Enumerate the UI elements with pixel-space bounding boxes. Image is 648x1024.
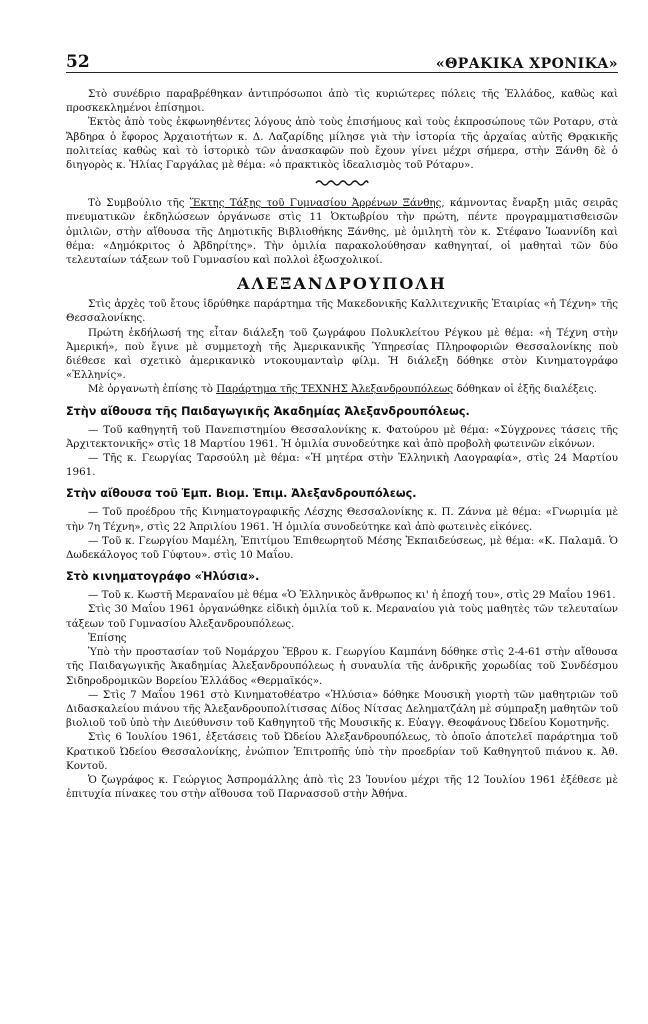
cinema-paragraph-5: — Στὶς 7 Μαΐου 1961 στὸ Κινηματοθέατρο «Ἠλύσια» δόθηκε Μουσικὴ γιορτὴ τῶν μαθητριῶν τοῦ Διδασκαλείου πιάνου τῆς Ἀλεξανδρουπολίτισσας Δίδος Νίτσας Δεληματζάλη μὲ σύμπραξη μαθητῶν τοῦ βιολιοῦ τοῦ ὑπὸ τὴν Διεύθυνσιν τοῦ Καθηγητοῦ τῆς Μουσικῆς κ. Εὐαγγ. Θεοφάνους Ὠδείου Κομοτηνῆς. [66,688,618,730]
intro-paragraph-1: Στὸ συνέδριο παραβρέθηκαν ἀντιπρόσωποι ἀπὸ τὶς κυριώτερες πόλεις τῆς Ἑλλάδος, καθὼς καὶ προσκεκλημένοι ἐπίσημοι. [66,88,618,115]
chamber-heading: Στὴν αἴθουσα τοῦ Ἐμπ. Βιομ. Ἐπιμ. Ἀλεξανδρουπόλεως. [66,487,417,501]
cinema-paragraph-6: Στὶς 6 Ἰουλίου 1961, ἐξετάσεις τοῦ Ὠδείου Ἀλεξανδρουπόλεως, τὸ ὁποῖο ἀποτελεῖ παράρτημα τοῦ Κρατικοῦ Ὠδείου Θεσσαλονίκης, ἐνώπιον Ἐπιτροπῆς ὑπὸ τὴν προεδρίαν τοῦ Καθηγητοῦ πιάνου κ. Ἀθ. Κοντοῦ. [66,731,618,772]
section-paragraph-2: Πρώτη ἐκδήλωσή της εἶταν διάλεξη τοῦ ζωγράφου Πολυκλείτου Ρέγκου μὲ θέμα: «ἡ Τέχνη στὴν Ἀμερική», ποὺ ἔγινε μὲ συμμετοχὴ τῆς Ἀμερικανικῆς Ὑπηρεσίας Πληροφοριῶν Θεσσαλονίκης ποὺ διέθεσε καὶ σχετικὸ ἀμερικανικὸ ντοκουμανταὶρ φίλμ. Ἡ διάλεξη δόθηκε στὸν Κινηματογράφο «Ἑλληνίς». [66,326,618,382]
cinema-paragraph-2: Στὶς 30 Μαΐου 1961 ὀργανώθηκε εἰδικὴ ὁμιλία τοῦ κ. Μεραναίου γιὰ τοὺς μαθητὲς τῶν τελευταίων τάξεων τοῦ Γυμνασίου Ἀλεξανδρουπόλεως. [66,603,618,630]
section-paragraph-1: Στὶς ἀρχὲς τοῦ ἔτους ἱδρύθηκε παράρτημα τῆς Μακεδονικῆς Καλλιτεχνικῆς Ἑταιρίας «ἡ Τέχνη» τῆς Θεσσαλονίκης. [66,298,618,325]
page-number: 52 [66,52,90,72]
section-title: ΑΛΕΞΑΝΔΡΟΥΠΟΛΗ [237,274,447,294]
chamber-paragraph-2: — Τοῦ κ. Γεωργίου Μαμέλη, Ἐπιτίμου Ἐπιθεωρητοῦ Μέσης Ἐκπαιδεύσεως, μὲ θέμα: «Κ. Παλαμᾶ. Ὁ Δωδεκάλογος τοῦ Γύφτου». στὶς 10 Μαΐου. [66,534,618,562]
cinema-paragraph-4: Ὑπὸ τὴν προστασίαν τοῦ Νομάρχου Ἕβρου κ. Γεωργίου Καμπάνη δόθηκε στὶς 2-4-61 στὴν αἴθουσα τῆς Παιδαγωγικῆς Ἀκαδημίας Ἀλεξανδρουπόλεως ἡ συναυλία τῆς ἀνδρικῆς χορωδίας τοῦ Συνδέσμου Σιδηροδρομικῶν Βορείου Ἑλλάδος «Θερμαϊκός». [66,646,618,687]
cinema-heading: Στὸ κινηματογράφο «Ἠλύσια». [66,570,260,584]
cinema-paragraph-7: Ὁ ζωγράφος κ. Γεώργιος Ἀσπρομάλλης ἀπὸ τὶς 23 Ἰουνίου μέχρι τῆς 12 Ἰουλίου 1961 ἐξέθεσε μὲ ἐπιτυχία πίνακες του στὴν αἴθουσα τοῦ Παρνασσοῦ στὴν Ἀθήνα. [66,773,618,801]
xanthi-rest: , κάμνοντας ἔναρξη μιᾶς σειρᾶς πνευματικῶν ἐκδηλώσεων ὀργάνωσε στὶς 11 Ὀκτωβρίου τὴν πρώτη, πέντε προγραμματισθεισῶν ὁμιλιῶν, στὴν αἴθουσα τῆς Δημοτικῆς Βιβλιοθήκης Ξάνθης, μὲ ὁμιλητὴ τὸν κ. Στέφανο Ἰωαννίδη καὶ θέμα: «Δημόκριτος ὁ Ἀβδηρίτης». Τὴν ὁμιλία παρακολούθησαν καθηγηταί, οἱ μαθηταὶ τῶν δύο τελευταίων τάξεων τοῦ Γυμνασίου καὶ πολλοὶ ἐξωσχολικοί. [66,197,618,267]
section-p3-underlined: Παράρτημα τῆς ΤΕΧΝΗΣ Ἀλεξανδρουπόλεως [216,383,454,396]
cinema-paragraph-1: — Τοῦ κ. Κωστῆ Μεραναίου μὲ θέμα «Ὁ Ἑλληνικὸς ἄνθρωπος κι' ἡ ἐποχή του», στὶς 29 Μαΐου 1961. [88,589,616,602]
running-head [66,50,618,73]
cinema-paragraph-3: Ἐπίσης [88,631,127,644]
academy-heading: Στὴν αἴθουσα τῆς Παιδαγωγικῆς Ἀκαδημίας Ἀλεξανδρουπόλεως. [66,404,470,418]
xanthi-paragraph [66,196,618,267]
xanthi-prefix: Τὸ Συμβούλιο τῆς [88,197,190,210]
section-paragraph-3 [66,382,618,396]
section-p3-rest: δόθηκαν οἱ ἑξῆς διαλέξεις. [453,383,598,396]
chamber-paragraph-1: — Τοῦ προέδρου τῆς Κινηματογραφικῆς Λέσχης Θεσσαλονίκης κ. Π. Ζάννα μὲ θέμα: «Γνωριμία μὲ τὴν 7η Τέχνη», στὶς 22 Ἀπριλίου 1961. Ἡ ὁμιλία συνοδεύτηκε καὶ ἀπὸ φωτεινὲς εἰκόνες. [66,506,618,533]
intro-paragraph-2: Ἐκτὸς ἀπὸ τοὺς ἐκφωνηθέντες λόγους ἀπὸ τοὺς ἐπισήμους καὶ τοὺς ἐκπροσώπους τῶν Ροταρυ, στὰ Ἄβδηρα ὁ ἔφορος Ἀρχαιοτήτων κ. Δ. Λαζαρίδης μίλησε γιὰ τὴν ἱστορία τῆς ἀρχαίας αὐτῆς Θρᾳκικῆς πολιτείας καθὼς καὶ τὸ ἱστορικὸ τῶν ἀνασκαφῶν ποὺ ἔχουν γίνει μέχρι σήμερα, στὴν Ξάνθη δὲ ὁ διηγορὸς κ. Ἠλίας Γαργάλας μὲ θέμα: «ὁ πρακτικὸς ἰδεαλισμὸς τοῦ Ρόταρυ». [66,116,618,172]
xanthi-underlined-name: Ἕκτης Τάξης τοῦ Γυμνασίου Ἀρρένων Ξάνθης [189,197,442,210]
journal-title: «ΘΡΑΚΙΚΑ ΧΡΟΝΙΚΑ» [435,56,618,72]
academy-paragraph-2: — Τῆς κ. Γεωργίας Ταρσούλη μὲ θέμα: «Ἡ μητέρα στὴν Ἑλληνικὴ Λαογραφία», στὶς 24 Μαρτίου 1961. [66,452,618,479]
section-p3-prefix: Μὲ ὀργανωτὴ ἐπίσης τὸ [88,383,217,396]
wavy-divider-ornament [66,179,618,187]
academy-paragraph-1: — Τοῦ καθηγητῆ τοῦ Πανεπιστημίου Θεσσαλονίκης κ. Φατούρου μὲ θέμα: «Σύγχρονες τάσεις τῆς Ἀρχιτεκτονικῆς» στὶς 18 Μαρτίου 1961. Ἡ ὁμιλία συνοδεύτηκε καὶ ἀπὸ προβολὴ φωτεινῶν εἰκόνων. [66,423,618,450]
wavy-line-icon [315,179,369,187]
